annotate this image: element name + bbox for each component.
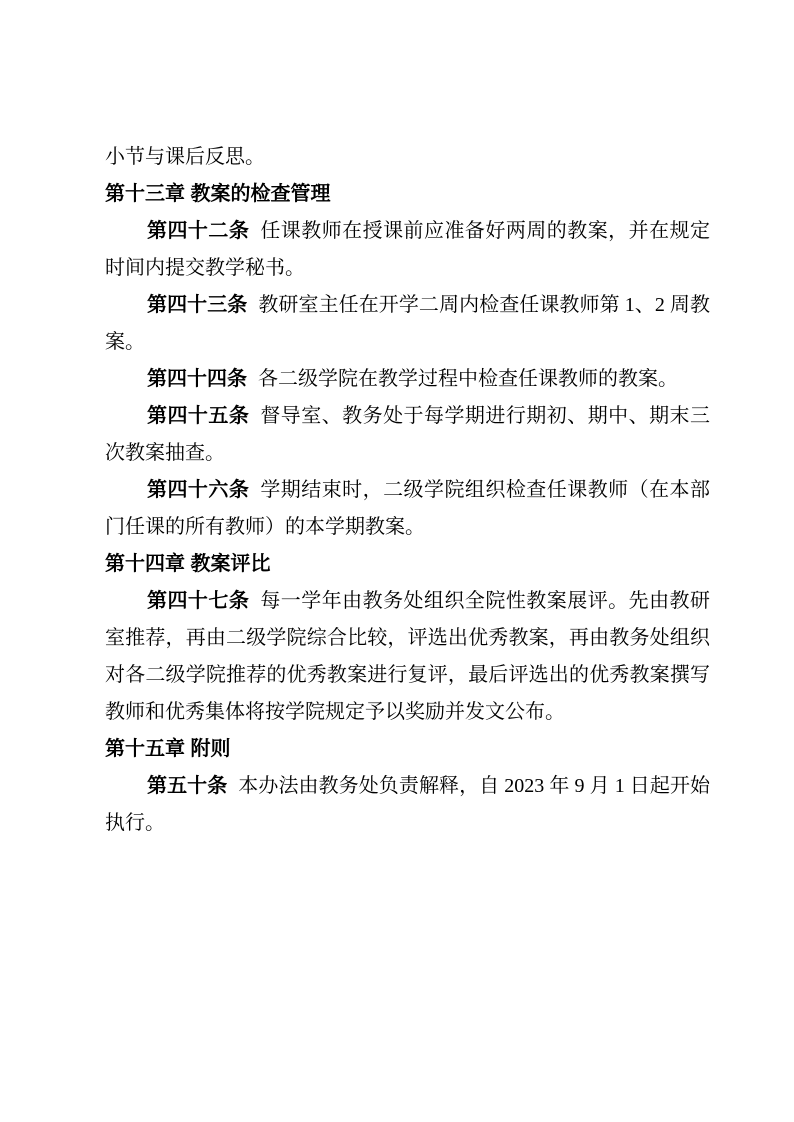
- article-50: [105, 768, 710, 842]
- article-46: [105, 472, 710, 546]
- article-42-number: 第四十二条: [147, 220, 250, 242]
- article-45-text: 督导室、教务处于每学期进行期初、期中、期末三次教案抽查。: [105, 405, 711, 464]
- article-45-number: 第四十五条: [147, 405, 250, 427]
- article-44: [105, 361, 710, 398]
- article-47: [105, 583, 710, 731]
- article-47-text: 每一学年由教务处组织全院性教案展评。先由教研室推荐，再由二级学院综合比较，评选出优秀教案，再由教务处组织对各二级学院推荐的优秀教案进行复评，最后评选出的优秀教案撰写教师和优秀集体将按学院规定予以奖励并发文公布。: [105, 590, 711, 723]
- article-43-number: 第四十三条: [147, 294, 248, 316]
- article-42: [105, 213, 710, 287]
- article-47-number: 第四十七条: [147, 590, 250, 612]
- article-45: [105, 398, 710, 472]
- article-42-text: 任课教师在授课前应准备好两周的教案，并在规定时间内提交教学秘书。: [105, 220, 711, 279]
- article-43: [105, 287, 710, 361]
- article-46-text: 学期结束时，二级学院组织检查任课教师（在本部门任课的所有教师）的本学期教案。: [105, 479, 711, 538]
- article-44-number: 第四十四条: [147, 368, 247, 390]
- chapter-heading-14: 第十四章 教案评比: [105, 553, 271, 575]
- article-50-text: 本办法由教务处负责解释，自 2023 年 9 月 1 日起开始执行。: [105, 775, 711, 834]
- article-46-number: 第四十六条: [147, 479, 250, 501]
- paragraph-continuation: 小节与课后反思。: [105, 146, 265, 168]
- chapter-heading-13: 第十三章 教案的检查管理: [105, 183, 331, 205]
- article-44-text: 各二级学院在教学过程中检查任课教师的教案。: [258, 368, 678, 390]
- article-50-number: 第五十条: [147, 775, 228, 797]
- article-43-text: 教研室主任在开学二周内检查任课教师第 1、2 周教案。: [105, 294, 711, 353]
- chapter-heading-15: 第十五章 附则: [105, 738, 231, 760]
